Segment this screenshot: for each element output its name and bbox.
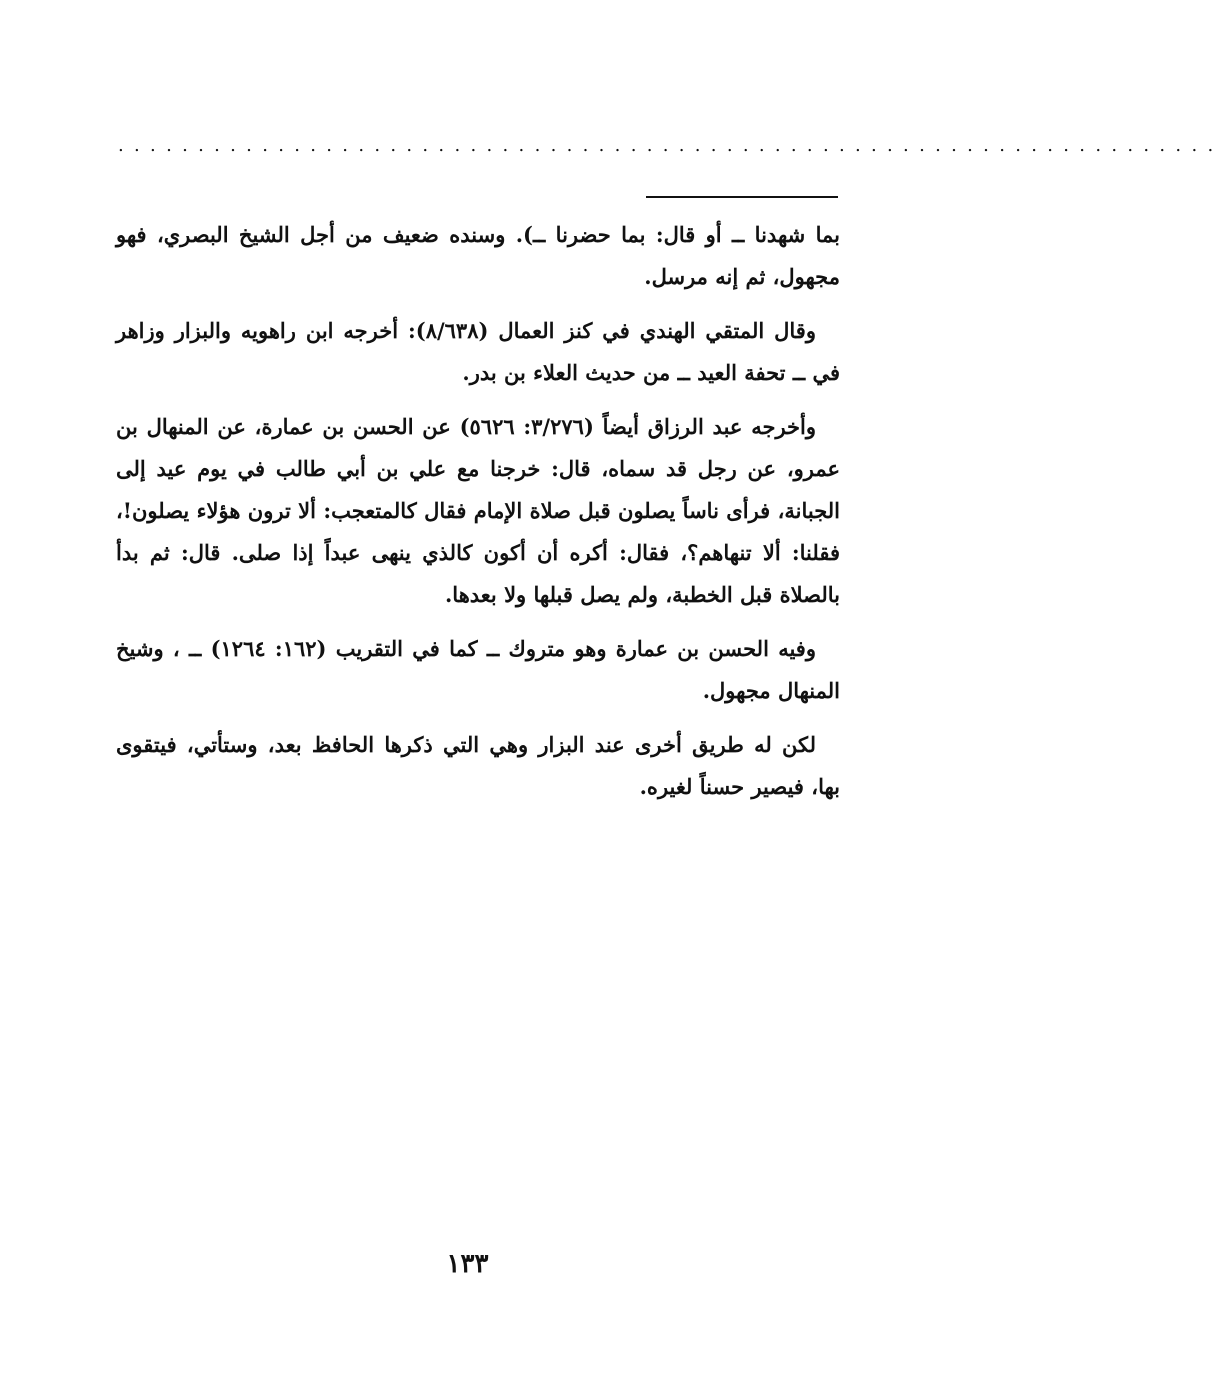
- footnote-paragraph: وأخرجه عبد الرزاق أيضاً (٣/٢٧٦: ٥٦٢٦) عن الحسن بن عمارة، عن المنهال بن عمرو، عن رجل قد سماه، قال: خرجنا مع علي بن أبي طالب في يوم عيد إلى الجبانة، فرأى ناساً يصلون قبل صلاة الإمام فقال كالمتعجب: ألا ترون هؤلاء يصلون!، فقلنا: ألا تنهاهم؟، فقال: أكره أن أكون كالذي ينهى عبداً إذا صلى. قال: ثم بدأ بالصلاة قبل الخطبة، ولم يصل قبلها ولا بعدها.: [116, 414, 840, 607]
- page-number: ١٣٣: [446, 1249, 489, 1279]
- footnote-rule: [646, 196, 838, 198]
- section-separator-dots: .....................................................................: [118, 135, 1224, 156]
- footnote-paragraph: وقال المتقي الهندي في كنز العمال (٨/٦٣٨): أخرجه ابن راهويه والبزار وزاهر في ــ تحفة العيد ــ من حديث العلاء بن بدر.: [116, 318, 840, 385]
- footnote-section: [116, 214, 840, 820]
- footnote-paragraph: وفيه الحسن بن عمارة وهو متروك ــ كما في التقريب (١٦٢: ١٢٦٤) ــ ، وشيخ المنهال مجهول.: [116, 636, 840, 703]
- footnote-paragraph: بما شهدنا ــ أو قال: بما حضرنا ــ). وسنده ضعيف من أجل الشيخ البصري، فهو مجهول، ثم إنه مرسل.: [116, 222, 840, 289]
- footnote-paragraph: لكن له طريق أخرى عند البزار وهي التي ذكرها الحافظ بعد، وستأتي، فيتقوى بها، فيصير حسناً لغيره.: [116, 732, 840, 799]
